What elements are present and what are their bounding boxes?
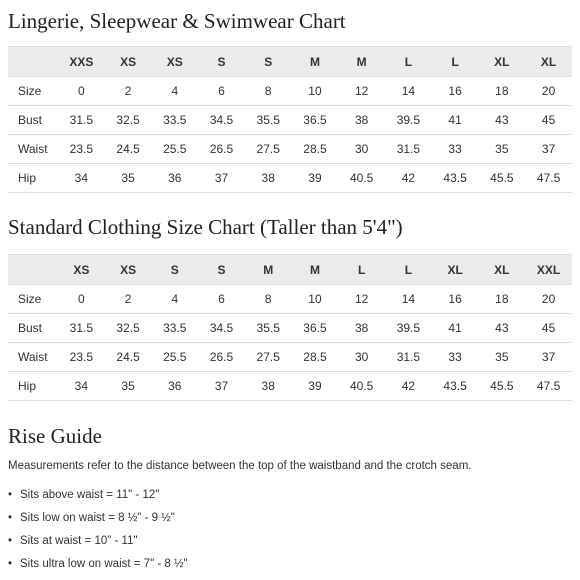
size-header-cell: L [385,255,432,285]
row-label: Hip [8,372,58,401]
measurement-cell: 20 [525,285,572,314]
measurement-cell: 45.5 [478,372,525,401]
bullet-icon: • [8,489,13,501]
measurement-cell: 31.5 [58,314,105,343]
table-row [8,343,572,372]
measurement-cell: 34 [58,164,105,193]
size-header-cell: S [198,47,245,77]
measurement-cell: 33.5 [151,106,198,135]
measurement-cell: 35 [105,164,152,193]
measurement-cell: 36 [151,372,198,401]
size-header-cell: M [245,255,292,285]
size-header-cell: XS [58,255,105,285]
rise-item-text: Sits above waist = 11" - 12" [20,489,160,501]
standard-table-body [8,285,572,401]
measurement-cell: 12 [338,77,385,106]
measurement-cell: 8 [245,285,292,314]
rise-guide-list [8,488,188,580]
measurement-cell: 31.5 [58,106,105,135]
measurement-cell: 35 [478,135,525,164]
measurement-cell: 47.5 [525,372,572,401]
measurement-cell: 26.5 [198,135,245,164]
measurement-cell: 14 [385,285,432,314]
measurement-cell: 36.5 [292,106,339,135]
measurement-cell: 24.5 [105,343,152,372]
measurement-cell: 37 [198,164,245,193]
measurement-cell: 10 [292,77,339,106]
list-item [8,557,188,580]
measurement-cell: 32.5 [105,314,152,343]
measurement-cell: 37 [198,372,245,401]
measurement-cell: 37 [525,343,572,372]
measurement-cell: 25.5 [151,135,198,164]
table-row [8,135,572,164]
size-header-cell: L [385,47,432,77]
size-header-cell: XL [478,255,525,285]
size-header-cell: M [292,47,339,77]
measurement-cell: 10 [292,285,339,314]
measurement-cell: 35 [478,343,525,372]
size-header-cell: S [151,255,198,285]
measurement-cell: 40.5 [338,372,385,401]
size-header-cell: M [338,47,385,77]
row-label: Hip [8,164,58,193]
header-row [8,47,572,77]
measurement-cell: 34.5 [198,106,245,135]
standard-chart-title: Standard Clothing Size Chart (Taller than 5'4") [8,215,403,239]
measurement-cell: 33.5 [151,314,198,343]
measurement-cell: 23.5 [58,135,105,164]
bullet-icon: • [8,512,13,524]
size-header-cell: S [245,47,292,77]
measurement-cell: 42 [385,164,432,193]
measurement-cell: 4 [151,285,198,314]
measurement-cell: 41 [432,314,479,343]
header-corner-cell [8,47,58,77]
measurement-cell: 30 [338,135,385,164]
table-row [8,372,572,401]
measurement-cell: 47.5 [525,164,572,193]
measurement-cell: 39 [292,372,339,401]
table-row [8,106,572,135]
size-header-cell: XL [432,255,479,285]
lingerie-size-table [8,46,572,193]
measurement-cell: 32.5 [105,106,152,135]
measurement-cell: 2 [105,77,152,106]
measurement-cell: 8 [245,77,292,106]
measurement-cell: 12 [338,285,385,314]
size-header-cell: S [198,255,245,285]
measurement-cell: 35.5 [245,106,292,135]
measurement-cell: 33 [432,343,479,372]
measurement-cell: 18 [478,77,525,106]
rise-item-text: Sits low on waist = 8 ½" - 9 ½" [20,512,175,524]
bullet-icon: • [8,535,13,547]
table-row [8,164,572,193]
measurement-cell: 30 [338,343,385,372]
measurement-cell: 25.5 [151,343,198,372]
measurement-cell: 28.5 [292,135,339,164]
standard-table-header [8,255,572,285]
size-header-cell: XL [478,47,525,77]
measurement-cell: 23.5 [58,343,105,372]
measurement-cell: 35 [105,372,152,401]
size-header-cell: M [292,255,339,285]
table-row [8,77,572,106]
row-label: Size [8,285,58,314]
measurement-cell: 28.5 [292,343,339,372]
rise-item-text: Sits at waist = 10" - 11" [20,535,138,547]
header-row [8,255,572,285]
measurement-cell: 16 [432,77,479,106]
measurement-cell: 31.5 [385,343,432,372]
lingerie-table-header [8,47,572,77]
size-header-cell: XXL [525,255,572,285]
measurement-cell: 43 [478,314,525,343]
row-label: Bust [8,106,58,135]
measurement-cell: 33 [432,135,479,164]
list-item [8,511,188,534]
rise-guide-intro: Measurements refer to the distance between the top of the waistband and the crotch seam. [8,460,472,472]
measurement-cell: 39.5 [385,106,432,135]
row-label: Waist [8,135,58,164]
measurement-cell: 40.5 [338,164,385,193]
measurement-cell: 39.5 [385,314,432,343]
measurement-cell: 2 [105,285,152,314]
size-header-cell: XXS [58,47,105,77]
measurement-cell: 34.5 [198,314,245,343]
table-row [8,285,572,314]
measurement-cell: 45.5 [478,164,525,193]
standard-size-table [8,254,572,401]
measurement-cell: 43.5 [432,164,479,193]
measurement-cell: 27.5 [245,343,292,372]
measurement-cell: 27.5 [245,135,292,164]
table-row [8,314,572,343]
measurement-cell: 35.5 [245,314,292,343]
measurement-cell: 16 [432,285,479,314]
measurement-cell: 39 [292,164,339,193]
measurement-cell: 18 [478,285,525,314]
list-item [8,488,188,511]
rise-guide-title: Rise Guide [8,424,102,448]
measurement-cell: 38 [245,372,292,401]
size-header-cell: XS [105,47,152,77]
measurement-cell: 0 [58,77,105,106]
row-label: Bust [8,314,58,343]
rise-item-text: Sits ultra low on waist = 7" - 8 ½" [20,558,188,570]
size-header-cell: XS [105,255,152,285]
measurement-cell: 38 [245,164,292,193]
size-header-cell: XS [151,47,198,77]
measurement-cell: 24.5 [105,135,152,164]
list-item [8,534,188,557]
row-label: Waist [8,343,58,372]
size-header-cell: L [338,255,385,285]
measurement-cell: 45 [525,314,572,343]
measurement-cell: 4 [151,77,198,106]
size-header-cell: L [432,47,479,77]
measurement-cell: 34 [58,372,105,401]
lingerie-table-body [8,77,572,193]
measurement-cell: 43 [478,106,525,135]
measurement-cell: 31.5 [385,135,432,164]
measurement-cell: 6 [198,77,245,106]
header-corner-cell [8,255,58,285]
measurement-cell: 42 [385,372,432,401]
measurement-cell: 43.5 [432,372,479,401]
lingerie-chart-title: Lingerie, Sleepwear & Swimwear Chart [8,9,346,33]
row-label: Size [8,77,58,106]
measurement-cell: 0 [58,285,105,314]
measurement-cell: 38 [338,106,385,135]
measurement-cell: 20 [525,77,572,106]
measurement-cell: 36 [151,164,198,193]
measurement-cell: 6 [198,285,245,314]
measurement-cell: 38 [338,314,385,343]
measurement-cell: 14 [385,77,432,106]
bullet-icon: • [8,558,13,570]
measurement-cell: 41 [432,106,479,135]
measurement-cell: 36.5 [292,314,339,343]
measurement-cell: 45 [525,106,572,135]
size-header-cell: XL [525,47,572,77]
measurement-cell: 37 [525,135,572,164]
measurement-cell: 26.5 [198,343,245,372]
